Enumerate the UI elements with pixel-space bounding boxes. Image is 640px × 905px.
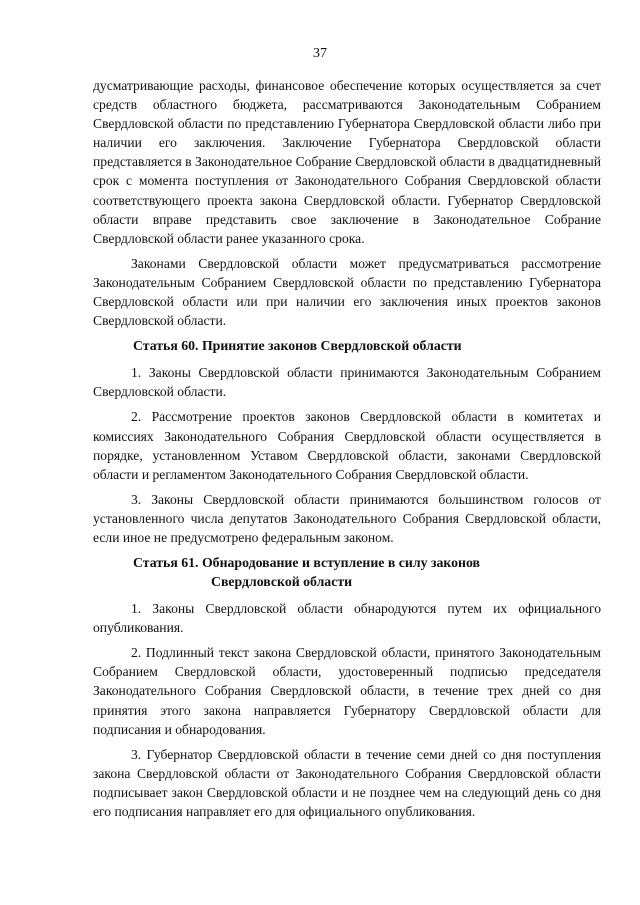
- article-60-item-3: 3. Законы Свердловской области принимаются большинством голосов от установленного числа депутатов Законодательного Собрания Свердловской области, если иное не предусмотрено федеральным законом.: [93, 491, 601, 545]
- article-61-item-3: 3. Губернатор Свердловской области в течение семи дней со дня поступления закона Свердловской области от Законодательного Собрания Свердловской области подписывает закон Свердловской области и не позднее чем на следующий день со дня его подписания направляет его для официального опубликования.: [93, 746, 601, 819]
- page-number: 37: [313, 46, 327, 61]
- document-body: [93, 76, 601, 827]
- article-60-item-2: 2. Рассмотрение проектов законов Свердловской области в комитетах и комиссиях Законодательного Собрания Свердловской области осуществляется в порядке, установленном Уставом Свердловской области, законами Свердловской области и регламентом Законодательного Собрания Свердловской области.: [93, 409, 601, 482]
- paragraph-continuation: дусматривающие расходы, финансовое обеспечение которых осуществляется за счет средств областного бюджета, рассматриваются Законодательным Собранием Свердловской области по представлению Губернатора Свердловской области либо при наличии его заключения. Заключение Губернатора Свердловской области представляется в Законодательное Собрание Свердловской области в двадцатидневный срок с момента поступления от Законодательного Собрания Свердловской области соответствующего проекта закона Свердловской области. Губернатор Свердловской области вправе представить свое заключение в Законодательное Собрание Свердловской области ранее указанного срока.: [93, 78, 601, 246]
- article-60-heading-text: Статья 60. Принятие законов Свердловской области: [133, 338, 462, 354]
- article-61-heading: [93, 553, 601, 591]
- article-61-item-1: 1. Законы Свердловской области обнародуются путем их официального опубликования.: [93, 601, 601, 636]
- article-61-heading-line-2: Свердловской области: [211, 574, 353, 590]
- article-61-item-2: 2. Подлинный текст закона Свердловской области, принятого Законодательным Собранием Свердловской области, удостоверенный подписью председателя Законодательного Собрания Свердловской области, в течение трех дней со дня принятия этого закона направляется Губернатору Свердловской области для подписания и обнародования.: [93, 645, 601, 737]
- article-61-heading-line-1: Статья 61. Обнародование и вступление в силу законов: [133, 555, 481, 571]
- article-60-item-1: 1. Законы Свердловской области принимаются Законодательным Собранием Свердловской области.: [93, 365, 601, 400]
- paragraph: Законами Свердловской области может предусматриваться рассмотрение Законодательным Собранием Свердловской области по представлению Губернатора Свердловской области или при наличии его заключения иных проектов законов Свердловской области.: [93, 255, 601, 329]
- article-60-heading: [93, 336, 601, 355]
